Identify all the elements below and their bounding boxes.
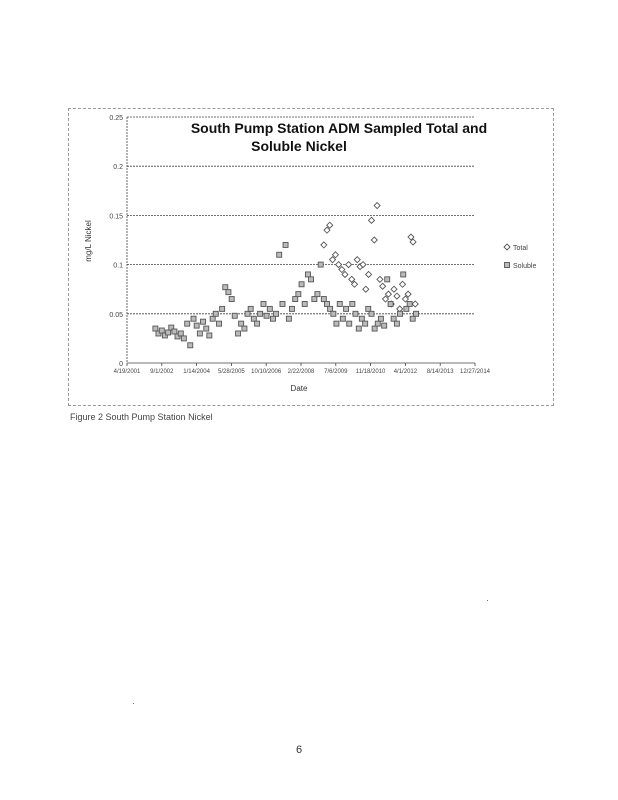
data-point-soluble <box>178 331 183 336</box>
data-point-soluble <box>347 321 352 326</box>
data-point-total <box>321 242 327 248</box>
chart-title: South Pump Station ADM Sampled Total and <box>190 120 488 136</box>
data-point-total <box>332 252 338 258</box>
data-point-soluble <box>410 316 415 321</box>
data-point-soluble <box>337 301 342 306</box>
data-point-soluble <box>340 316 345 321</box>
data-point-soluble <box>286 316 291 321</box>
data-point-total <box>371 237 377 243</box>
data-point-soluble <box>385 277 390 282</box>
data-point-total <box>400 281 406 287</box>
data-point-total <box>363 286 369 292</box>
data-point-soluble <box>236 331 241 336</box>
y-tick-label: 0.2 <box>113 164 123 172</box>
data-point-soluble <box>372 326 377 331</box>
data-point-soluble <box>324 301 329 306</box>
data-point-soluble <box>185 321 190 326</box>
data-point-soluble <box>407 301 412 306</box>
data-point-soluble <box>201 319 206 324</box>
y-tick-label: 0 <box>119 361 123 368</box>
y-tick-label: 0.15 <box>109 213 123 221</box>
data-point-soluble <box>353 311 358 316</box>
data-point-soluble <box>331 311 336 316</box>
data-point-soluble <box>293 297 298 302</box>
chart-title: Soluble Nickel <box>251 138 347 154</box>
data-point-soluble <box>394 321 399 326</box>
data-point-total <box>336 262 342 268</box>
data-point-total <box>391 286 397 292</box>
data-point-soluble <box>207 333 212 338</box>
data-point-soluble <box>204 326 209 331</box>
data-point-soluble <box>391 316 396 321</box>
data-point-total <box>346 262 352 268</box>
data-point-soluble <box>232 313 237 318</box>
data-point-total <box>330 257 336 263</box>
data-point-soluble <box>245 311 250 316</box>
x-axis-label: Date <box>290 384 308 393</box>
x-tick-label: 10/10/2006 <box>251 369 282 375</box>
data-point-soluble <box>267 306 272 311</box>
data-point-soluble <box>264 313 269 318</box>
data-point-soluble <box>210 316 215 321</box>
data-point-soluble <box>166 330 171 335</box>
data-point-soluble <box>255 321 260 326</box>
data-point-soluble <box>366 306 371 311</box>
data-point-soluble <box>197 331 202 336</box>
data-point-soluble <box>388 301 393 306</box>
chart-frame <box>68 108 554 406</box>
scan-speck <box>133 703 134 704</box>
data-point-soluble <box>302 301 307 306</box>
data-point-total <box>374 203 380 209</box>
figure-caption: Figure 2 South Pump Station Nickel <box>70 412 213 422</box>
data-point-soluble <box>213 311 218 316</box>
data-point-soluble <box>378 316 383 321</box>
data-point-soluble <box>375 321 380 326</box>
data-point-soluble <box>270 316 275 321</box>
data-point-soluble <box>191 316 196 321</box>
data-point-soluble <box>414 311 419 316</box>
data-point-soluble <box>369 311 374 316</box>
y-axis-label: mg/L Nickel <box>84 220 93 262</box>
data-point-total <box>377 276 383 282</box>
data-point-total <box>412 301 418 307</box>
data-point-soluble <box>363 321 368 326</box>
data-point-soluble <box>305 272 310 277</box>
data-point-soluble <box>181 336 186 341</box>
x-tick-label: 4/1/2012 <box>393 369 418 375</box>
data-point-soluble <box>359 316 364 321</box>
data-point-soluble <box>312 297 317 302</box>
scatter-chart <box>69 109 553 405</box>
data-point-soluble <box>217 321 222 326</box>
y-tick-label: 0.25 <box>109 115 123 122</box>
data-point-soluble <box>172 329 177 334</box>
x-tick-label: 12/27/2014 <box>459 369 491 375</box>
data-point-soluble <box>248 306 253 311</box>
data-point-soluble <box>229 297 234 302</box>
data-point-total <box>342 271 348 277</box>
scan-speck <box>487 600 488 601</box>
data-point-soluble <box>296 292 301 297</box>
page-number: 6 <box>296 744 303 756</box>
data-point-soluble <box>321 297 326 302</box>
data-point-soluble <box>398 311 403 316</box>
data-point-soluble <box>309 277 314 282</box>
data-point-soluble <box>334 321 339 326</box>
data-point-soluble <box>299 282 304 287</box>
data-point-soluble <box>188 343 193 348</box>
data-point-soluble <box>242 326 247 331</box>
data-point-soluble <box>277 252 282 257</box>
legend-marker-total <box>504 244 510 250</box>
points-layer <box>153 203 419 348</box>
data-point-soluble <box>289 306 294 311</box>
data-point-soluble <box>356 326 361 331</box>
data-point-total <box>354 257 360 263</box>
data-point-soluble <box>153 326 158 331</box>
x-tick-label: 5/28/2005 <box>218 369 245 375</box>
data-point-soluble <box>258 311 263 316</box>
data-point-soluble <box>401 272 406 277</box>
x-tick-label: 4/19/2001 <box>113 369 141 375</box>
data-point-soluble <box>239 321 244 326</box>
data-point-soluble <box>382 323 387 328</box>
data-point-soluble <box>350 301 355 306</box>
data-point-soluble <box>226 290 231 295</box>
data-point-soluble <box>318 262 323 267</box>
data-point-soluble <box>251 316 256 321</box>
data-point-soluble <box>315 292 320 297</box>
data-point-total <box>394 293 400 299</box>
data-point-soluble <box>404 306 409 311</box>
data-point-soluble <box>283 242 288 247</box>
legend <box>504 244 536 270</box>
legend-marker-soluble <box>505 263 510 268</box>
legend-label-total: Total <box>513 245 528 252</box>
x-tick-label: 11/18/2010 <box>355 369 386 375</box>
data-point-soluble <box>344 306 349 311</box>
data-point-total <box>366 271 372 277</box>
data-point-total <box>385 291 391 297</box>
legend-label-soluble: Soluble <box>513 263 537 270</box>
data-point-soluble <box>159 328 164 333</box>
data-point-total <box>339 267 345 273</box>
data-point-soluble <box>223 285 228 290</box>
y-tick-label: 0.1 <box>113 262 123 270</box>
x-tick-label: 1/14/2004 <box>183 369 210 375</box>
data-point-soluble <box>194 323 199 328</box>
data-point-soluble <box>220 306 225 311</box>
data-point-soluble <box>280 301 285 306</box>
x-tick-label: 2/22/2008 <box>287 369 315 375</box>
data-point-total <box>382 296 388 302</box>
data-point-total <box>369 217 375 223</box>
x-tick-label: 7/6/2009 <box>324 369 348 375</box>
data-point-soluble <box>261 301 266 306</box>
data-point-total <box>380 283 386 289</box>
x-tick-label: 8/14/2013 <box>426 369 454 375</box>
data-point-soluble <box>328 306 333 311</box>
data-point-soluble <box>274 311 279 316</box>
x-tick-label: 9/1/2002 <box>150 369 174 375</box>
y-tick-label: 0.05 <box>109 311 123 319</box>
